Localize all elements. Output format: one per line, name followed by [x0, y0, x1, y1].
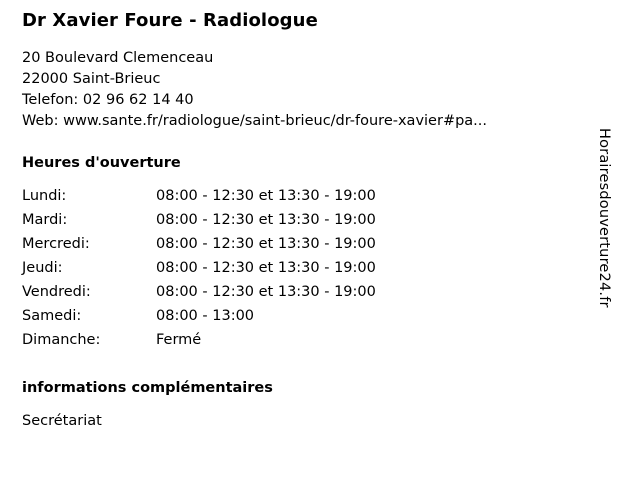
- day-label: Vendredi:: [22, 284, 91, 300]
- table-row: [22, 331, 376, 355]
- table-row: [22, 211, 376, 235]
- day-label: Jeudi:: [22, 260, 63, 276]
- day-hours: Fermé: [156, 332, 202, 348]
- day-hours: 08:00 - 12:30 et 13:30 - 19:00: [156, 236, 376, 252]
- day-hours: 08:00 - 13:00: [156, 308, 255, 324]
- opening-hours-heading: Heures d'ouverture: [22, 155, 181, 171]
- table-row: [22, 259, 376, 283]
- page-title: Dr Xavier Foure - Radiologue: [22, 10, 318, 31]
- website-url[interactable]: Web: www.sante.fr/radiologue/saint-brieuc/dr-foure-xavier#pa...: [22, 113, 488, 129]
- day-label: Mercredi:: [22, 236, 90, 252]
- day-label: Mardi:: [22, 212, 68, 228]
- table-row: [22, 187, 376, 211]
- table-row: [22, 283, 376, 307]
- day-label: Dimanche:: [22, 332, 101, 348]
- day-hours: 08:00 - 12:30 et 13:30 - 19:00: [156, 212, 376, 228]
- day-hours: 08:00 - 12:30 et 13:30 - 19:00: [156, 260, 376, 276]
- table-row: [22, 307, 376, 331]
- additional-info-heading: informations complémentaires: [22, 380, 273, 396]
- additional-info-text: Secrétariat: [22, 413, 102, 429]
- address-city: 22000 Saint-Brieuc: [22, 71, 161, 87]
- day-hours: 08:00 - 12:30 et 13:30 - 19:00: [156, 188, 376, 204]
- content-column: [22, 10, 588, 431]
- day-label: Lundi:: [22, 188, 67, 204]
- day-label: Samedi:: [22, 308, 82, 324]
- address-street: 20 Boulevard Clemenceau: [22, 50, 214, 66]
- table-row: [22, 235, 376, 259]
- phone-number: Telefon: 02 96 62 14 40: [22, 92, 194, 108]
- day-hours: 08:00 - 12:30 et 13:30 - 19:00: [156, 284, 376, 300]
- opening-hours-table: [22, 187, 376, 355]
- brand-watermark: Horairesdouverture24.fr: [596, 128, 612, 308]
